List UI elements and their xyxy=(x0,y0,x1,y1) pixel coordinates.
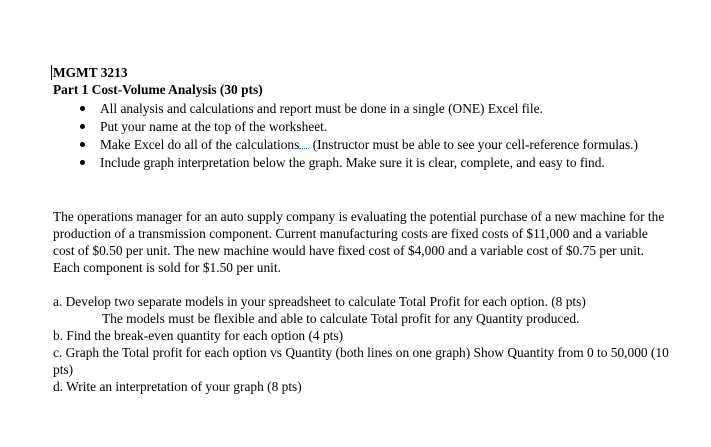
requirement-item xyxy=(53,154,673,171)
document-page xyxy=(53,64,673,395)
bullet-icon xyxy=(80,124,85,129)
bullet-icon xyxy=(80,106,85,111)
spacer xyxy=(53,172,673,208)
scenario-paragraph: The operations manager for an auto supply company is evaluating the potential purchase of a new machine for the production of a transmission component. Current manufacturing costs are fixed costs of $11,000 and a variable cost of $0.50 per unit. The new machine would have fixed cost of $4,000 and a variable cost of $0.75 per unit. Each component is sold for $1.50 per unit. xyxy=(53,209,665,275)
text-cursor xyxy=(51,65,52,80)
requirement-text: All analysis and calculations and report must be done in a single (ONE) Excel file. xyxy=(100,101,543,116)
task-list xyxy=(53,293,673,395)
task-b: b. Find the break-even quantity for each option (4 pts) xyxy=(53,328,344,343)
course-code-text: MGMT 3213 xyxy=(53,65,128,80)
requirement-text: Make Excel do all of the calculations xyxy=(100,137,300,152)
requirement-text: Include graph interpretation below the graph. Make sure it is clear, complete, and easy to find. xyxy=(100,155,605,170)
part-title: Part 1 Cost-Volume Analysis (30 pts) xyxy=(53,82,263,97)
requirement-item xyxy=(53,118,673,135)
bullet-icon xyxy=(80,160,85,165)
requirement-item xyxy=(53,136,673,153)
spacer xyxy=(53,276,673,293)
course-code xyxy=(53,64,673,81)
spelling-squiggle-icon xyxy=(299,138,309,149)
task-d: d. Write an interpretation of your graph (8 pts) xyxy=(53,379,302,394)
requirement-text: Put your name at the top of the worksheet. xyxy=(100,119,328,134)
requirement-text-continued: (Instructor must be able to see your cell-reference formulas.) xyxy=(312,137,638,152)
task-a-detail: The models must be flexible and able to calculate Total profit for any Quantity produced. xyxy=(102,311,580,326)
bullet-icon xyxy=(80,142,85,147)
requirements-list xyxy=(53,100,673,171)
requirement-item xyxy=(53,100,673,117)
task-a: a. Develop two separate models in your spreadsheet to calculate Total Profit for each option. (8 pts) xyxy=(53,294,586,309)
task-c: c. Graph the Total profit for each option vs Quantity (both lines on one graph) Show Quantity from 0 to 50,000 (10 pts) xyxy=(53,345,669,377)
